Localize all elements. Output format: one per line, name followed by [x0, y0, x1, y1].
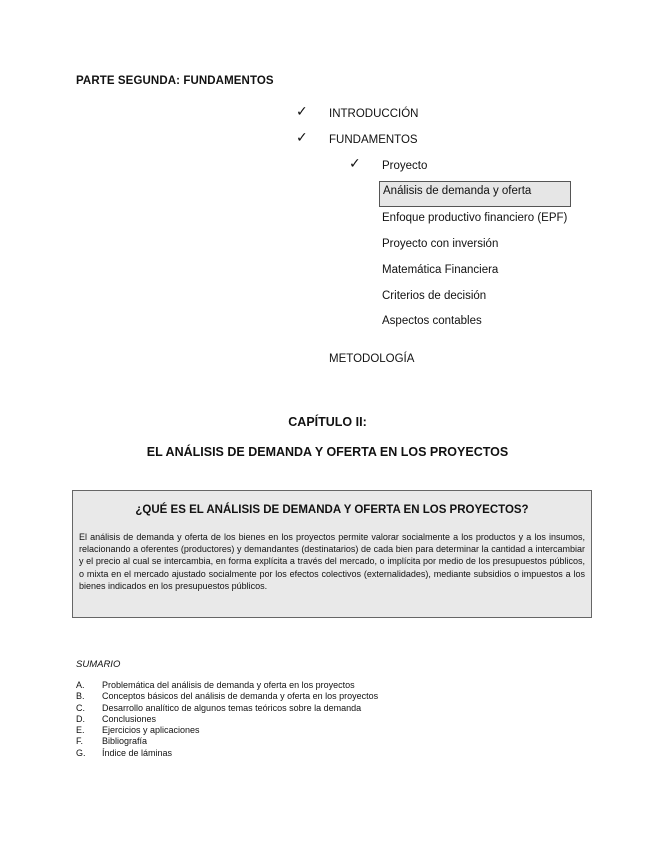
toc-item-proyecto: Proyecto: [382, 160, 428, 172]
toc-item-criterios: Criterios de decisión: [382, 290, 487, 302]
toc-item-proyecto-inversion: Proyecto con inversión: [382, 238, 499, 250]
list-item: D. Conclusiones: [76, 713, 157, 724]
checkmark-icon: ✓: [296, 130, 308, 146]
toc-item-introduccion: INTRODUCCIÓN: [329, 108, 419, 120]
list-item: A. Problemática del análisis de demanda y oferta en los proyectos: [76, 680, 355, 690]
toc-item-matematica: Matemática Financiera: [382, 264, 499, 276]
checkmark-icon: ✓: [349, 156, 361, 172]
chapter-number: CAPÍTULO II:: [288, 415, 367, 429]
list-item: G. Índice de láminas: [76, 747, 173, 758]
list-item: E. Ejercicios y aplicaciones: [76, 725, 200, 736]
definition-box: [72, 490, 592, 618]
list-item: F. Bibliografía: [76, 736, 148, 747]
toc-item-fundamentos: FUNDAMENTOS: [329, 134, 418, 146]
toc-item-analisis-highlighted: [379, 181, 571, 207]
checkmark-icon: ✓: [296, 104, 308, 120]
list-item: C. Desarrollo analítico de algunos temas teóricos sobre la demanda: [76, 702, 362, 713]
part-title: PARTE SEGUNDA: FUNDAMENTOS: [76, 75, 274, 87]
toc-item-enfoque: Enfoque productivo financiero (EPF): [382, 212, 568, 224]
sumario-list: [76, 680, 378, 759]
toc-item-aspectos: Aspectos contables: [382, 315, 482, 327]
box-question: ¿QUÉ ES EL ANÁLISIS DE DEMANDA Y OFERTA EN LOS PROYECTOS?: [135, 504, 529, 516]
sumario-title: SUMARIO: [76, 659, 121, 670]
chapter-title: EL ANÁLISIS DE DEMANDA Y OFERTA EN LOS PROYECTOS: [146, 445, 509, 459]
toc-item-label: Análisis de demanda y oferta: [383, 185, 532, 197]
list-item: B. Conceptos básicos del análisis de demanda y oferta en los proyectos: [76, 691, 379, 702]
toc-item-metodologia: METODOLOGÍA: [329, 353, 415, 365]
box-text: El análisis de demanda y oferta de los bienes en los proyectos permite valorar socialmente a los productos y a los insumos, relacionando a oferentes (productores) y demandantes (destinatarios) de cada bien para determinar la cantidad a intercambiar y el precio al cual se intercambia, en forma explícita a través del mercado, o implícita por medio de los presupuestos públicos, o mixta en el mercado ajustado socialmente por los efectos colectivos (externalidades), mediante subsidios o impuestos a los bienes indicados en los presupuestos públicos.: [79, 532, 585, 591]
